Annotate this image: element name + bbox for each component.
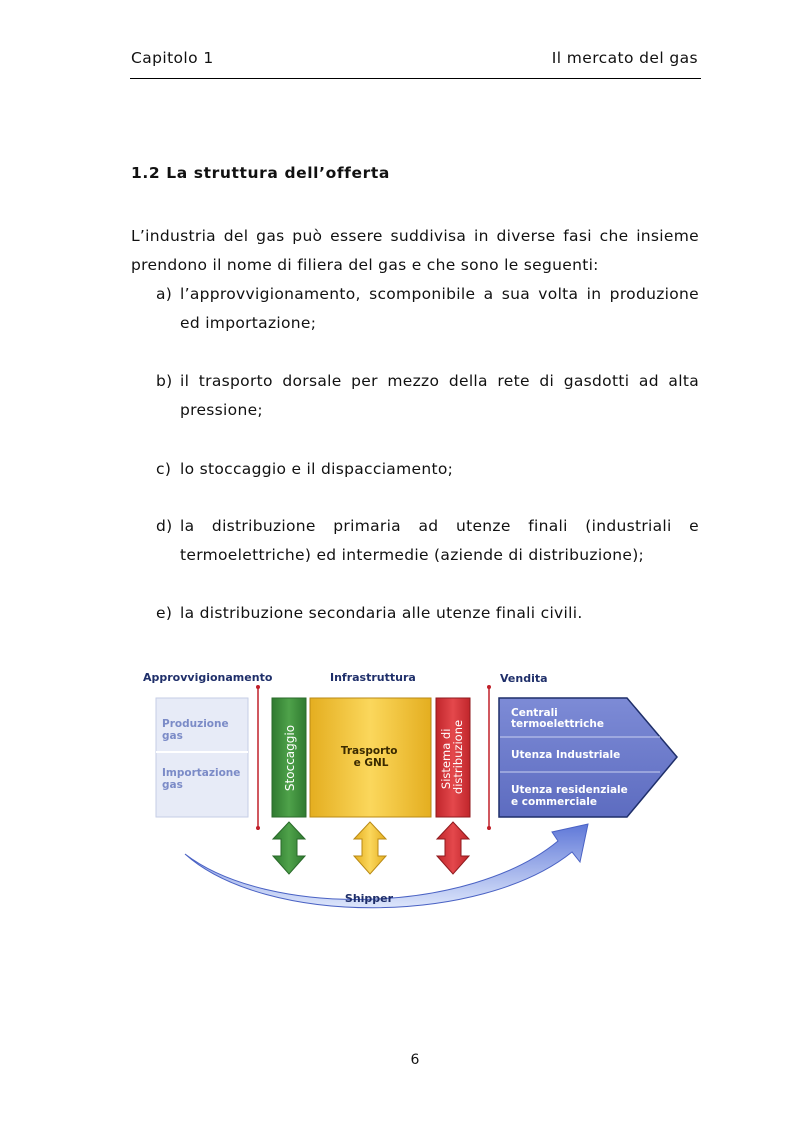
list-item-line: la distribuzione secondaria alle utenze finali civili. — [180, 604, 583, 622]
list-item-line: pressione; — [180, 401, 263, 419]
separator-dot — [256, 685, 260, 689]
heading-vendita: Vendita — [500, 672, 548, 685]
stoccaggio-label: Stoccaggio — [283, 724, 297, 792]
shipper-label: Shipper — [344, 892, 394, 905]
produzione-label: Produzione gas — [162, 718, 229, 742]
list-item — [156, 280, 699, 338]
list-marker: c) — [156, 460, 172, 478]
separator-dot — [487, 685, 491, 689]
list-item — [156, 367, 699, 425]
supply-box — [156, 698, 248, 817]
separator-dot — [256, 826, 260, 830]
list-item-line: l’approvvigionamento, scomponibile a sua volta in produzione — [180, 285, 699, 303]
section-title: 1.2 La struttura dell’offerta — [131, 164, 390, 182]
intro-line-1: L’industria del gas può essere suddivisa in diverse fasi che insieme — [131, 227, 699, 245]
list-item-line: la distribuzione primaria ad utenze finali (industriali e — [180, 517, 699, 535]
list-item-line: termoelettriche) ed intermedie (aziende di distribuzione); — [180, 546, 645, 564]
intro-paragraph — [131, 222, 699, 280]
running-header-chapter: Capitolo 1 — [131, 49, 214, 67]
residenziale-label: Utenza residenziale e commerciale — [511, 784, 628, 808]
centrali-label: Centrali termoelettriche — [511, 707, 604, 730]
red-double-arrow — [437, 822, 469, 874]
running-header-title: Il mercato del gas — [551, 49, 698, 67]
list-item — [156, 455, 699, 484]
separator-dot — [487, 826, 491, 830]
heading-infrastruttura: Infrastruttura — [330, 671, 416, 684]
list-item-line: lo stoccaggio e il dispacciamento; — [180, 460, 454, 478]
list-marker: a) — [156, 285, 173, 303]
heading-approvvigionamento: Approvvigionamento — [143, 671, 273, 684]
green-double-arrow — [273, 822, 305, 874]
list-item — [156, 512, 699, 570]
list-marker: d) — [156, 517, 173, 535]
yellow-double-arrow — [354, 822, 386, 874]
page-number: 6 — [410, 1052, 420, 1068]
header-rule — [130, 78, 701, 79]
list-marker: b) — [156, 372, 173, 390]
list-item-line: il trasporto dorsale per mezzo della rete di gasdotti ad alta — [180, 372, 699, 390]
importazione-label: Importazione gas — [162, 767, 241, 791]
intro-line-2: prendono il nome di filiera del gas e che sono le seguenti: — [131, 256, 599, 274]
industriale-label: Utenza Industriale — [511, 749, 621, 761]
list-item-line: ed importazione; — [180, 314, 317, 332]
list-marker: e) — [156, 604, 173, 622]
sistema-label: Sistema di distribuzione — [439, 719, 465, 795]
gas-chain-diagram — [140, 664, 700, 914]
trasporto-label: Trasporto e GNL — [340, 745, 398, 769]
list-item — [156, 599, 699, 628]
